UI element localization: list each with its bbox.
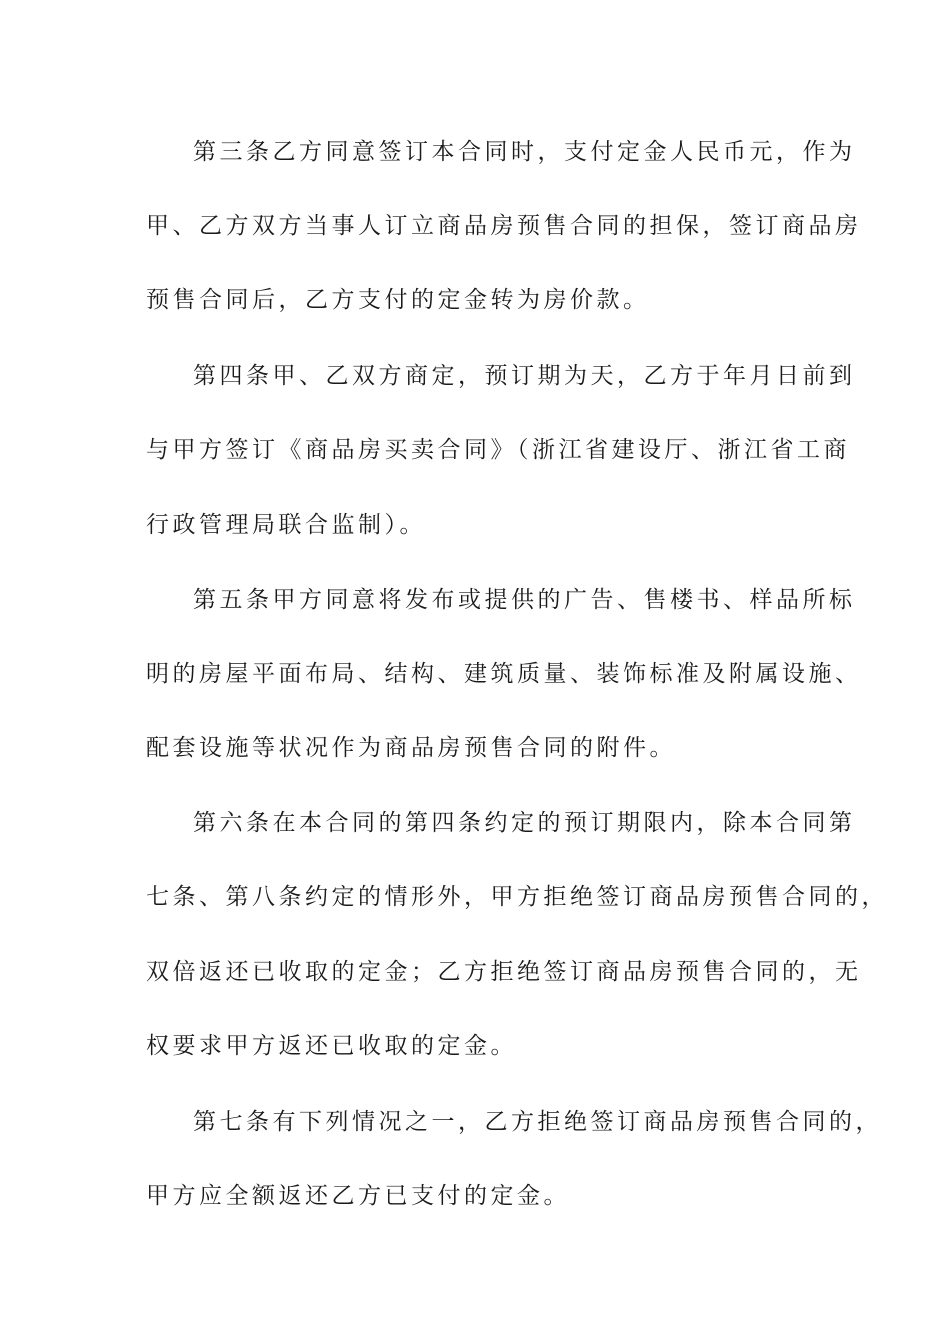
article-4-line-1 bbox=[0, 356, 950, 396]
article-7-line-1 bbox=[0, 1102, 950, 1142]
text-line: 第六条在本合同的第四条约定的预订期限内，除本合同第 bbox=[193, 810, 856, 836]
text-line: 双倍返还已收取的定金；乙方拒绝签订商品房预售合同的，无 bbox=[146, 959, 862, 985]
text-line: 第四条甲、乙双方商定，预订期为天，乙方于年月日前到 bbox=[193, 363, 856, 389]
text-line: 甲、乙方双方当事人订立商品房预售合同的担保，签订商品房 bbox=[146, 213, 862, 239]
text-line: 行政管理局联合监制）。 bbox=[146, 512, 426, 538]
article-7-line-2 bbox=[0, 1176, 950, 1216]
article-6-line-2 bbox=[0, 877, 950, 917]
article-6-line-1 bbox=[0, 803, 950, 843]
article-5-line-2 bbox=[0, 654, 950, 694]
text-line: 权要求甲方返还已收取的定金。 bbox=[146, 1033, 517, 1059]
text-line: 第五条甲方同意将发布或提供的广告、售楼书、样品所标 bbox=[193, 587, 856, 613]
article-4-line-2 bbox=[0, 430, 950, 470]
article-3-line-2 bbox=[0, 206, 950, 246]
article-3-line-3 bbox=[0, 280, 950, 320]
text-line: 与甲方签订《商品房买卖合同》（浙江省建设厅、浙江省工商 bbox=[146, 437, 850, 463]
article-6-line-3 bbox=[0, 952, 950, 992]
text-line: 第七条有下列情况之一，乙方拒绝签订商品房预售合同的， bbox=[193, 1109, 882, 1135]
text-line: 预售合同后，乙方支付的定金转为房价款。 bbox=[146, 287, 650, 313]
article-6-line-4 bbox=[0, 1026, 950, 1066]
article-5-line-3 bbox=[0, 728, 950, 768]
article-4-line-3 bbox=[0, 505, 950, 545]
text-line: 配套设施等状况作为商品房预售合同的附件。 bbox=[146, 735, 676, 761]
article-5-line-1 bbox=[0, 580, 950, 620]
text-line: 第三条乙方同意签订本合同时，支付定金人民币元，作为 bbox=[193, 139, 856, 165]
text-line: 甲方应全额返还乙方已支付的定金。 bbox=[146, 1183, 570, 1209]
text-line: 七条、第八条约定的情形外，甲方拒绝签订商品房预售合同的， bbox=[146, 884, 888, 910]
text-line: 明的房屋平面布局、结构、建筑质量、装饰标准及附属设施、 bbox=[146, 661, 862, 687]
article-3-line-1 bbox=[0, 132, 950, 172]
